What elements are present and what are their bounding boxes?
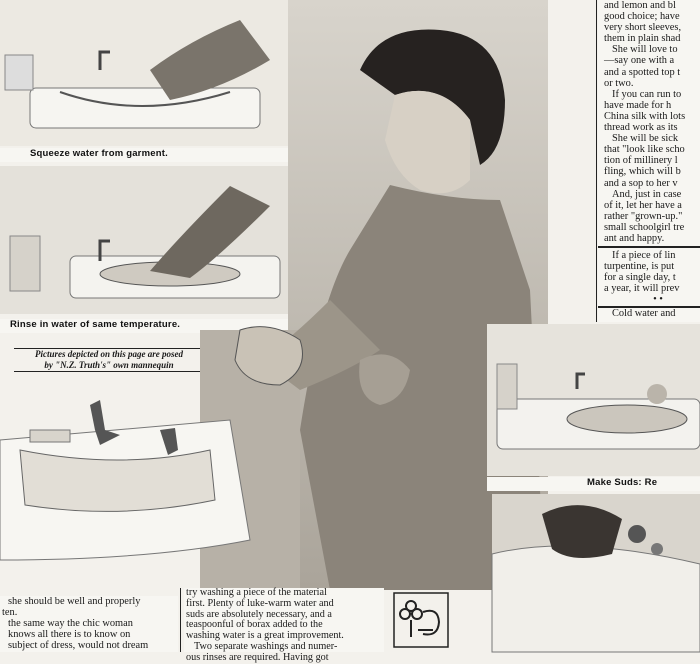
tip-line-2: turpentine, is put [604,261,675,273]
bl-line-5: subject of dress, would not dream [8,640,149,652]
right-line-9: If you can run to [612,88,682,100]
tip-bullets: • • [653,294,663,306]
column-divider-bottom [180,588,181,652]
ornament-icon [393,592,449,648]
right-line-12: thread work as its [604,122,678,134]
bm-line-2: first. Plenty of luke-warm water and [186,597,334,609]
right-line-1: and lemon and bl [604,0,676,11]
tip-line-4: a year, it will prev [604,283,680,295]
tip2-line-1: Cold water and [612,308,676,319]
bl-line-4: knows all there is to know on [8,629,131,641]
right-line-6: —say one with a [604,55,675,67]
right-line-7: and a spotted top t [604,66,681,78]
bottom-mid-column [184,587,384,663]
bl-line-3: the same way the chic woman [8,618,133,630]
bl-line-1: she should be well and properly [8,596,141,607]
decorative-ornament [393,592,449,648]
right-line-17: and a sop to her v [604,177,678,189]
bm-line-6: Two separate washings and numer- [194,640,338,652]
pose-note-line1: Pictures depicted on this page are posed [35,349,183,359]
bm-line-5: washing water is a great improvement. [186,630,344,642]
column-divider-right [596,0,597,322]
tip-line-3: for a single day, t [604,272,676,284]
right-line-21: small schoolgirl tre [604,221,685,233]
pose-note-line2: by "N.Z. Truth's" own mannequin [44,360,174,370]
bm-line-1: try washing a piece of the material [186,587,327,598]
caption-make-suds: Make Suds: Re [487,477,700,491]
right-line-14: that "look like scho [604,144,685,156]
photo-bottom-right-illustration [492,494,700,652]
right-line-20: rather "grown-up." [604,210,683,222]
photo-bottom-right [492,494,700,652]
photo-make-suds-illustration [487,324,700,476]
caption-squeeze: Squeeze water from garment. [0,148,288,162]
right-line-16: fling, which will b [604,166,681,178]
photo-make-suds [487,324,700,476]
bm-line-7: ous rinses are required. Having got [186,651,329,663]
tip-line-1: If a piece of lin [612,250,676,261]
right-line-22: ant and happy. [604,232,665,244]
right-line-4: them in plain shad [604,33,681,45]
right-line-19: of it, let her have a [604,199,682,211]
right-tip2-box [598,308,700,322]
right-line-5: She will love to [612,44,678,56]
right-line-11: China silk with lots [604,110,686,122]
caption-rinse: Rinse in water of same temperature. [0,319,288,333]
right-line-15: tion of millinery l [604,155,678,167]
right-line-13: She will be sick [612,133,679,145]
right-line-2: good choice; have [604,11,680,23]
bottom-left-column [0,596,178,652]
right-line-10: have made for h [604,99,672,111]
bm-line-4: teaspoonful of borax added to the [186,619,323,631]
bl-line-2: ten. [2,607,18,619]
bm-line-3: suds are absolutely necessary, and a [186,608,332,620]
right-tip-box [598,246,700,308]
right-line-18: And, just in case [612,188,682,200]
right-line-3: very short sleeves, [604,22,682,34]
right-line-8: or two. [604,77,634,89]
